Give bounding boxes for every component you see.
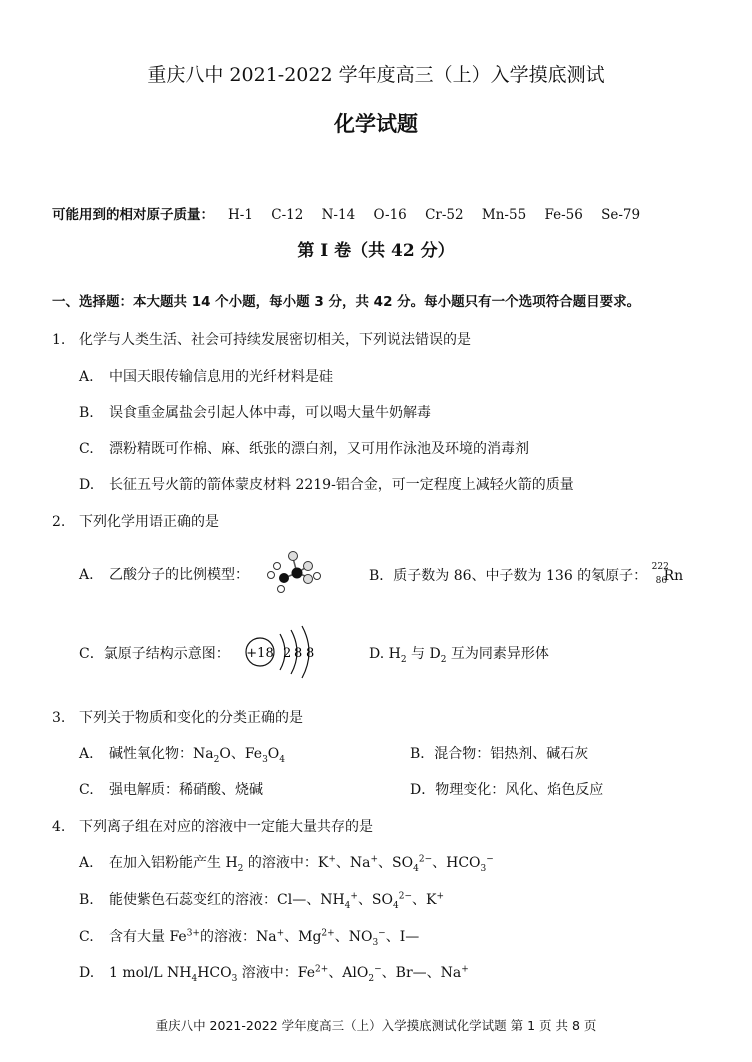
- option-text: 强电解质：稀硝酸、烧碱: [109, 782, 263, 798]
- q2-option-b: [369, 562, 684, 588]
- option-letter: C.: [79, 929, 94, 945]
- superscript: 2−: [398, 891, 413, 902]
- section-instructions: 一、选择题：本大题共 14 个小题，每小题 3 分，共 42 分。每小题只有一个选项符合题目要求。: [52, 294, 641, 310]
- superscript: +: [276, 928, 285, 939]
- option-letter: A.: [79, 567, 94, 583]
- option-text: C．氯原子结构示意图：: [79, 646, 230, 662]
- atomic-masses-label: 可能用到的相对原子质量：: [52, 207, 214, 223]
- q3-option-d: [410, 779, 603, 799]
- mass-item: Cr-52: [425, 207, 464, 223]
- option-letter: D.: [79, 965, 95, 981]
- superscript: −: [374, 964, 382, 975]
- q1-option-c: [79, 438, 529, 458]
- q3-option-c: [79, 779, 263, 799]
- subscript: 2: [400, 654, 407, 665]
- question-3-stem: [52, 707, 303, 727]
- q1-option-d: [79, 474, 574, 494]
- option-text: 中国天眼传输信息用的光纤材料是硅: [109, 369, 333, 385]
- text-run: 含有大量 Fe: [109, 929, 187, 945]
- option-text: B．质子数为 86、中子数为 136 的氡原子：: [369, 568, 648, 584]
- option-letter: C.: [79, 441, 94, 457]
- option-text: D．物理变化：风化、焰色反应: [410, 782, 604, 798]
- subscript: 4: [344, 900, 351, 911]
- exam-title: 重庆八中 2021-2022 学年度高三（上）入学摸底测试: [147, 64, 605, 86]
- question-1-stem: [52, 329, 471, 349]
- text-run: 的溶液中：K: [243, 855, 329, 871]
- acetic-acid-model-image: [262, 548, 324, 594]
- option-letter: A.: [79, 746, 94, 762]
- text-run: 、Mg: [284, 929, 322, 945]
- q2-option-d: [369, 643, 549, 665]
- option-text: 乙酸分子的比例模型：: [109, 567, 249, 583]
- mass-item: O-16: [373, 207, 407, 223]
- shell-electrons: 8: [306, 646, 315, 661]
- superscript: 2+: [321, 928, 335, 939]
- subscript: 2: [440, 654, 447, 665]
- text-run: D. H: [369, 646, 401, 662]
- mass-item: Se-79: [601, 207, 641, 223]
- mass-item: H-1: [228, 207, 253, 223]
- text-run: 、K: [412, 892, 437, 908]
- question-text: 下列离子组在对应的溶液中一定能大量共存的是: [79, 819, 373, 835]
- q4-option-d: [79, 962, 469, 984]
- text-run: 、Na: [335, 855, 371, 871]
- question-4-stem: [52, 816, 373, 836]
- question-number: 2.: [52, 514, 66, 530]
- subscript: 3: [372, 937, 379, 948]
- q1-option-b: [79, 402, 431, 422]
- atomic-masses-line: [52, 203, 640, 223]
- subscript: 4: [191, 973, 198, 984]
- subscript: 4: [393, 900, 399, 911]
- q2-option-a: [79, 564, 249, 584]
- text-run: 、I—: [385, 929, 420, 945]
- question-number: 3.: [52, 710, 66, 726]
- radon-nuclide-notation: [651, 562, 684, 588]
- subscript: 4: [279, 754, 286, 765]
- q4-option-a: [79, 852, 494, 874]
- subscript: 2: [237, 863, 244, 874]
- mass-item: N-14: [321, 207, 356, 223]
- superscript: +: [436, 891, 445, 902]
- subscript: 2: [213, 754, 220, 765]
- text-run: O: [267, 746, 280, 762]
- text-run: 、HCO: [432, 855, 481, 871]
- option-letter: D.: [79, 477, 95, 493]
- chlorine-atom-structure-diagram: [240, 624, 320, 680]
- q3-option-a: [79, 743, 285, 765]
- text-run: 与 D: [406, 646, 441, 662]
- superscript: 2−: [418, 854, 433, 865]
- superscript: +: [370, 854, 379, 865]
- text-run: 互为同素异形体: [446, 646, 549, 662]
- page-footer: 重庆八中 2021-2022 学年度高三（上）入学摸底测试化学试题 第 1 页 共 8 页: [155, 1018, 597, 1033]
- text-run: O、Fe: [219, 746, 263, 762]
- text-run: 、AlO: [328, 965, 369, 981]
- mass-item: Mn-55: [481, 207, 527, 223]
- superscript: 2+: [315, 964, 329, 975]
- option-letter: A.: [79, 369, 94, 385]
- option-letter: A.: [79, 855, 94, 871]
- superscript: −: [486, 854, 494, 865]
- text-run: 溶液中：Fe: [237, 965, 316, 981]
- text-run: 、NO: [334, 929, 373, 945]
- text-run: 碱性氧化物：Na: [109, 746, 214, 762]
- question-2-stem: [52, 511, 219, 531]
- q2-option-c: [79, 643, 230, 663]
- text-run: 1 mol/L NH: [109, 965, 192, 981]
- superscript: −: [378, 928, 386, 939]
- text-run: HCO: [197, 965, 232, 981]
- mass-number: 222: [651, 562, 669, 572]
- exam-subtitle: 化学试题: [334, 111, 418, 136]
- superscript: +: [328, 854, 336, 865]
- option-text: 长征五号火箭的箭体蒙皮材料 2219-铝合金，可一定程度上减轻火箭的质量: [109, 477, 574, 493]
- nucleus-charge: +18: [246, 646, 274, 661]
- question-text: 下列关于物质和变化的分类正确的是: [79, 710, 303, 726]
- q4-option-c: [79, 926, 419, 948]
- superscript: +: [461, 964, 469, 975]
- option-text: 漂粉精既可作棉、麻、纸张的漂白剂，又可用作泳池及环境的消毒剂: [109, 441, 529, 457]
- question-number: 1.: [52, 332, 66, 348]
- element-symbol: Rn: [663, 568, 684, 584]
- option-letter: C.: [79, 782, 94, 798]
- subscript: 2: [368, 973, 375, 984]
- text-run: 在加入铝粉能产生 H: [109, 855, 238, 871]
- subscript: 3: [262, 754, 268, 765]
- text-run: 、SO: [357, 892, 394, 908]
- superscript: +: [350, 891, 358, 902]
- text-run: 的溶液：Na: [199, 929, 277, 945]
- atomic-number: 86: [655, 576, 668, 586]
- mass-item: C-12: [271, 207, 304, 223]
- option-letter: B.: [79, 892, 94, 908]
- text-run: 能使紫色石蕊变红的溶液：Cl—、NH: [109, 892, 345, 908]
- q4-option-b: [79, 889, 444, 911]
- shell-electrons: 2: [283, 646, 292, 661]
- subscript: 3: [231, 973, 238, 984]
- text-run: 、Br—、Na: [381, 965, 462, 981]
- question-text: 下列化学用语正确的是: [79, 514, 219, 530]
- option-text: B．混合物：铝热剂、碱石灰: [410, 746, 589, 762]
- option-text: 误食重金属盐会引起人体中毒，可以喝大量牛奶解毒: [109, 405, 431, 421]
- option-letter: B.: [79, 405, 94, 421]
- part-heading: 第 I 卷（共 42 分）: [297, 241, 455, 261]
- subscript: 4: [413, 863, 419, 874]
- q3-option-b: [410, 743, 588, 763]
- mass-item: Fe-56: [544, 207, 583, 223]
- question-text: 化学与人类生活、社会可持续发展密切相关，下列说法错误的是: [79, 332, 471, 348]
- q1-option-a: [79, 366, 333, 386]
- superscript: 3+: [186, 928, 200, 939]
- shell-electrons: 8: [294, 646, 303, 661]
- subscript: 3: [480, 863, 487, 874]
- text-run: 、SO: [378, 855, 414, 871]
- question-number: 4.: [52, 819, 66, 835]
